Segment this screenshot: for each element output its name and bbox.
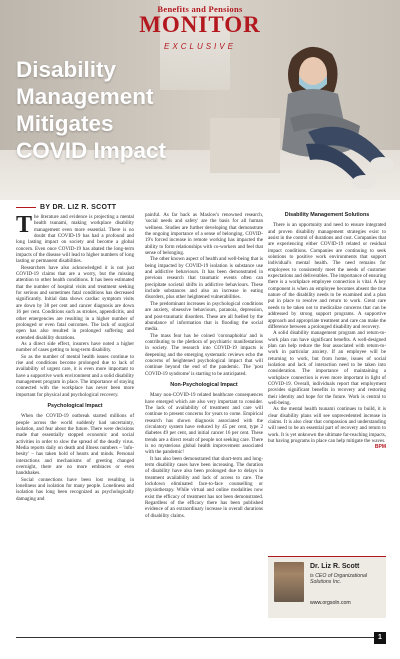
title-line: Management [16,84,154,109]
author-name: Dr. Liz R. Scott [310,563,360,570]
masthead-sub: EXCLUSIVE [164,42,236,51]
paragraph [16,214,134,265]
footer-rule [16,637,374,638]
end-mark: BPM [374,444,386,451]
title-line: Disability [16,57,117,82]
page-number: 1 [374,632,386,644]
paragraph: So as the number of mental health issues continue to rise and conditions become prolonged due to lack of availability of urgent care, it is even more important to have a supportive work environment and a solid disability management program in place. The importance of staying connected with the workplace has never been more important for physical and psychological recovery. [16,353,134,398]
title-line: COVID Impact [16,138,167,163]
paragraph-text: As the mental health tsunami continues to build, it is clear disability plans will see unprecedented increase in claims. It is also clear that compassion and understanding will need to be an essential part of recovery and return to work. It is yet unknown the ultimate far-reaching impacts, but having programs in place can help mitigate the waves. [268,406,386,445]
section-heading: Psychological Impact [47,402,103,409]
section-heading: Disability Management Solutions [284,212,370,218]
section-heading: Non-Psychological Impact [170,381,238,388]
paragraph: The predominant increases in psychological conditions are anxiety, obsessive behaviours, paranoia, depression, and post-traumatic disorders. These are all fuelled by the abundance of information that is flooding the social media. [145,300,263,333]
author-photo [274,562,304,602]
paragraph: It has also been demonstrated that short-term and long-term disability cases have been increasing. The duration of disability have also been prolonged due to delays in treatment availability and lack of access to care. The lockdown eliminated face-to-face counselling or physiotherapy. While virtual and online modalities now exist the efficacy of treatment has not been demonstrated. Regardless of the efficacy there has been published evidence of an extraordinary increase in overall durations of disability claims. [145,455,263,519]
article-column-2 [145,212,263,519]
paragraph: The mass fear has be coined 'coronaphobia' and is contributing to the plethora of psychiatric manifestations in society. The research into COVID-19 impacts is deepening and the emerging systematic reviews echo the concerns of heightened psychological impact that will continue beyond the end of the pandemic. The 'post COVID-19 syndrome' is starting to be anticipated. [145,332,263,377]
drop-cap: T [16,212,33,238]
paragraph: A solid disability management program and return-to-work plan can have significant benefits. A well-designed plan can help reduce the fear associated with return-to-work in particular anxiety. If an employee will be returning to work, but from home, issues of social isolation and lack of interaction need to be taken into consideration. The importance of maintaining a workplace connection is even more important in light of COVID-19. Overall, individuals report that employment provides significant benefits in recovery and restoring their identity and hope for the future. Work is central to well-being. [268,330,386,406]
author-role: is CEO of Organizational Solutions Inc. [310,573,368,586]
paragraph: Researchers have also acknowledged it is not just COVID-19 claims that are a worry, but the missing attention to other health conditions. It has been estimated that the number of hospital visits and treatment seeking for serious and sometimes fatal conditions has decreased significantly. Initial data shows cardiac symptom visits are down by 38 per cent and cancer diagnosis are down 16 per cent. Conditions such as strokes, appendicitis, and other emergencies are resulting in a higher number of prolonged or even fatal outcomes. The lack of surgical open has also resulted in prolonged suffering and extended disability durations. [16,264,134,341]
masthead-top: Benefits and Pensions [157,4,243,14]
masthead-title: MONITOR [139,12,261,37]
paragraph: Many non-COVID-19 related healthcare consequences have emerged which are also very important to consider. The lack of availability of treatment and care will continue to present concerns for years to come. Empirical research has shown diagnosis associated with the circulatory system have reduced by 45 per cent, type 2 diabetes 49 per cent, and initial cancer 16 per cent. These trends are a direct result of people not seeking care. There is no mysterious global health improvement associated with the pandemic! [145,392,263,456]
article-column-1 [16,214,134,502]
paragraph: The other known aspect of health and well-being that is being impacted by COVID-19 isolation is substance use and addictive behaviours. It has been demonstrated in previous research that traumatic events often can precipitate societal shifts in addictive behaviours. These include substances and also an increase in eating disorders, plus other heightened vulnerabilities. [145,256,263,301]
paragraph: There is an opportunity and need to ensure integrated and proven disability management strategies exist to assist in the control of durations and cost. Companies that are experiencing either COVID-19 related or residual impact conditions. Companies are continuing to seek solutions to positive work environments that support individual's mental health. The need remains for employees to consistently meet the needs of customer expectations and deliverables. The importance of ensuring there is a workplace employee connection is vital. A key component is when an employee becomes absent the true nature of the disability needs to be examined and a plan put in place to resolve and return to work. Great care needs to be taken not to medicalize concerns that can be addressed by strong support programs. A supportive approach and appropriate treatment and care can make the difference between a prolonged disability and recovery. [268,222,386,330]
paragraph-text: he literature and evidence is projecting a mental health tsunami, making workplace disability management even more essential. There is no doubt that COVID-19 has had a profound and long lasting impact on society and become a global concern. Even once COVID-19 has abated the long-term impacts of the disease will lead to higher numbers of long lasting or permanent disabilities. [16,214,134,265]
paragraph: painful. As far back as Maslow's renowned research, 'social needs and safety' are the basis for all human wellness. Studies are further developing that demonstrate the ongoing importance of a sense of belonging. COVID-19's forced increase in remote working has impacted the ability to form relationships with co-workers and feel that sense of belonging. [145,212,263,257]
paragraph: As a direct side effect, insurers have noted a higher number of cases getting to long-term disability. [16,340,134,354]
paragraph [268,406,386,451]
article-column-3 [268,212,386,451]
masthead [132,4,268,52]
paragraph: When the COVID-19 outbreak started millions of people across the world suddenly had uncertainty, isolation, and fear about the future. There were decisions made that essentially stopped economic and social activities in order to slow the spread of the deadly virus. Media reports daily on death and illness numbers – 'info-besity' – has taken hold of hearts and minds. Personal interactions and mechanisms of greeting changed overnight, there are no more embraces or even handshakes. [16,413,134,477]
byline: BY DR. LIZ R. SCOTT [40,204,117,211]
hero-image [0,0,400,200]
article-title [16,56,246,164]
author-box [268,556,386,618]
title-line: Mitigates [16,111,114,136]
author-website-link[interactable]: www.orgsoln.com [310,600,351,606]
paragraph: Social connections have been lost resulting in loneliness and isolation for many people. Loneliness and isolation has long been recognized as psychologically damaging and [16,476,134,502]
byline-rule [16,207,36,208]
